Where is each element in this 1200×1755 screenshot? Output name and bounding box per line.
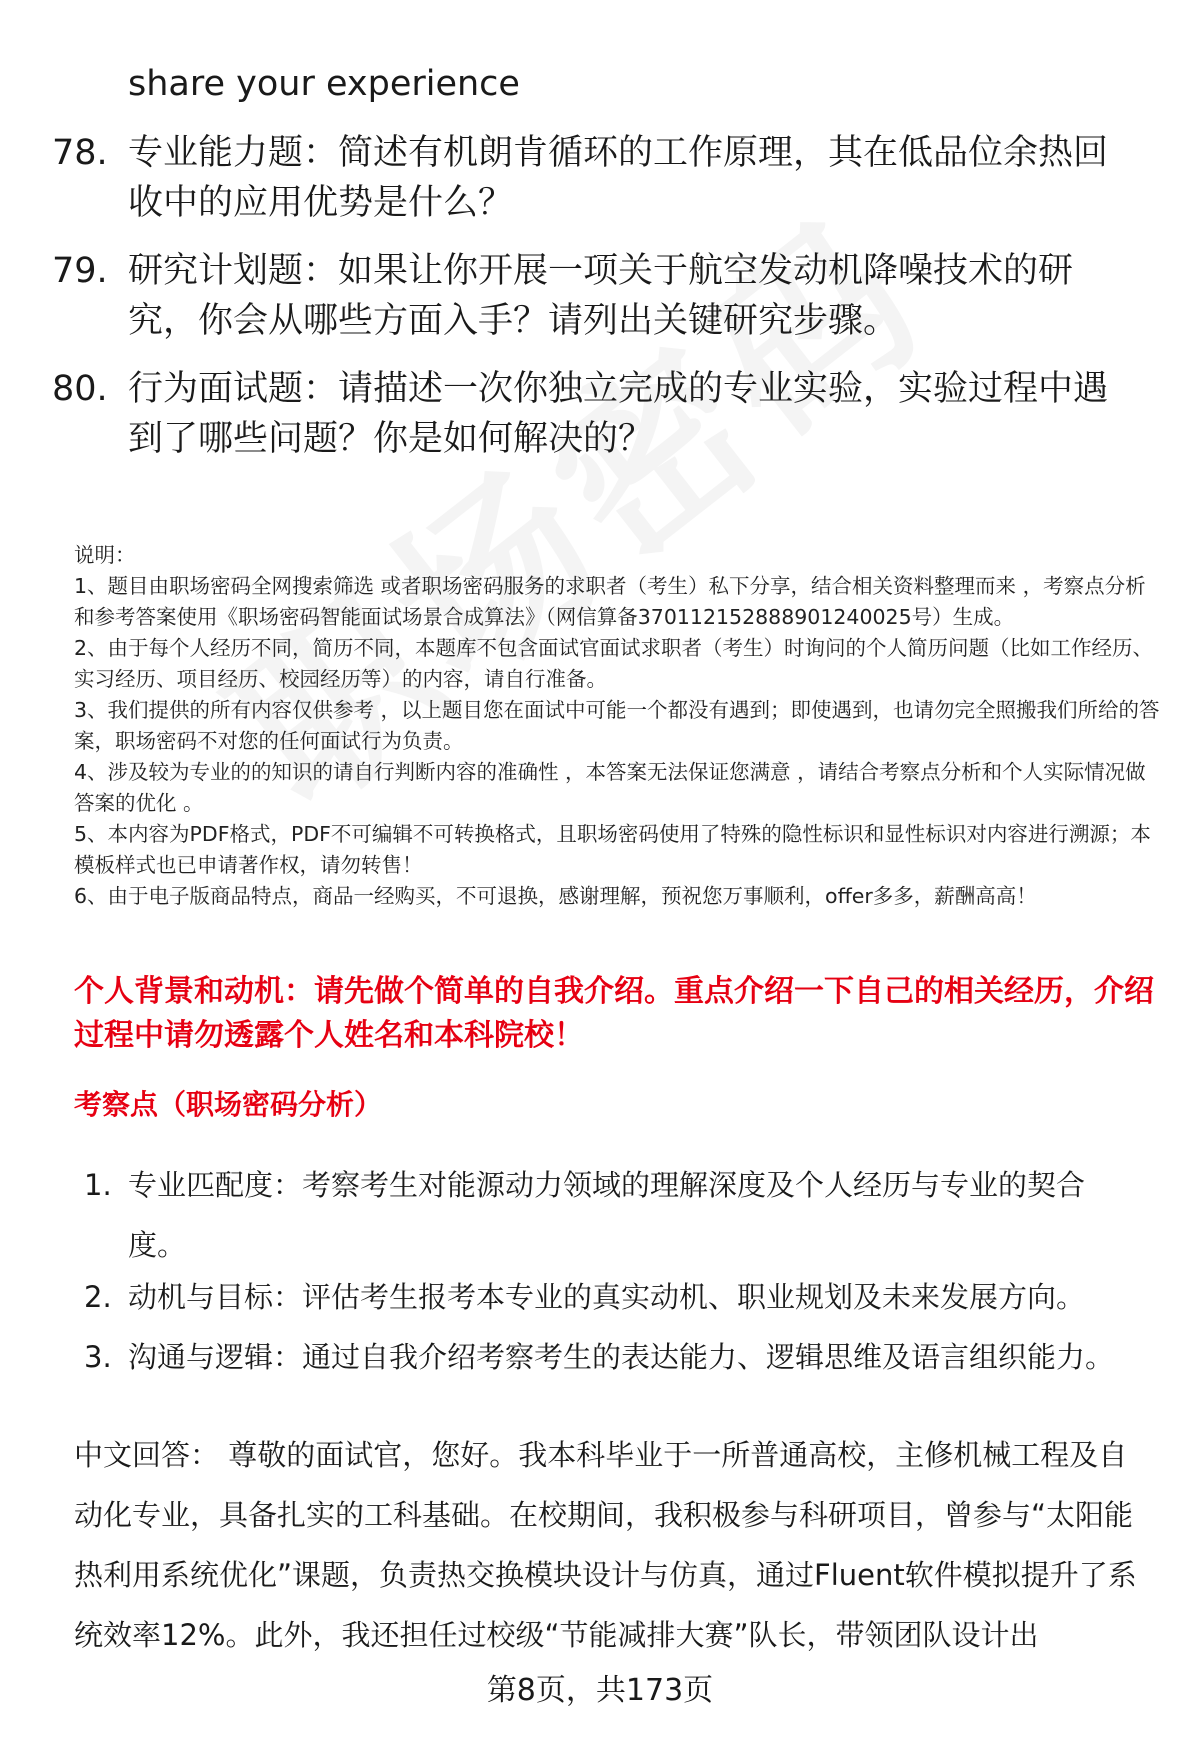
point-number: 1. <box>84 1168 112 1202</box>
question-continuation: share your experience <box>128 64 520 104</box>
note-item: 2、由于每个人经历不同，简历不同，本题库不包含面试官面试求职者（考生）时询问的个人简历问题（比如工作经历、实习经历、项目经历、校园经历等）的内容，请自行准备。 <box>74 636 1154 691</box>
interview-question: 个人背景和动机：请先做个简单的自我介绍。重点介绍一下自己的相关经历，介绍过程中请勿透露个人姓名和本科院校！ <box>74 974 1154 1053</box>
question-number: 79. <box>52 251 108 291</box>
question-text: 研究计划题：如果让你开展一项关于航空发动机降噪技术的研究，你会从哪些方面入手？请列出关键研究步骤。 <box>128 251 1074 341</box>
note-item: 4、涉及较为专业的的知识的请自行判断内容的准确性 ，本答案无法保证您满意 ，请结合考察点分析和个人实际情况做答案的优化 。 <box>74 760 1146 815</box>
notes-title: 说明： <box>74 543 136 567</box>
notes-section <box>74 540 1164 912</box>
note-item: 5、本内容为PDF格式，PDF不可编辑不可转换格式，且职场密码使用了特殊的隐性标识和显性标识对内容进行溯源；本模板样式也已申请著作权，请勿转售！ <box>74 822 1151 877</box>
point-text: 专业匹配度：考察考生对能源动力领域的理解深度及个人经历与专业的契合度。 <box>128 1168 1086 1262</box>
note-item: 6、由于电子版商品特点，商品一经购买，不可退换，感谢理解，预祝您万事顺利，offer多多，薪酬高高！ <box>74 884 1037 908</box>
point-number: 2. <box>84 1280 112 1314</box>
answer-text: 中文回答： 尊敬的面试官，您好。我本科毕业于一所普通高校，主修机械工程及自动化专业，具备扎实的工科基础。在校期间，我积极参与科研项目，曾参与“太阳能热利用系统优化”课题，负责热交换模块设计与仿真，通过Fluent软件模拟提升了系统效率12%。此外，我还担任过校级“节能减排大赛”队长，带领团队设计出 <box>74 1438 1137 1652</box>
question-number: 80. <box>52 369 108 409</box>
point-text: 沟通与逻辑：通过自我介绍考察考生的表达能力、逻辑思维及语言组织能力。 <box>128 1340 1115 1374</box>
question-number: 78. <box>52 133 108 173</box>
note-item: 1、题目由职场密码全网搜索筛选 或者职场密码服务的求职者（考生）私下分享，结合相关资料整理而来 ，考察点分析和参考答案使用《职场密码智能面试场景合成算法》（网信算备370112152888901240025号）生成。 <box>74 574 1146 629</box>
point-number: 3. <box>84 1340 112 1374</box>
question-text: 行为面试题：请描述一次你独立完成的专业实验，实验过程中遇到了哪些问题？你是如何解决的？ <box>128 369 1109 459</box>
page-footer: 第8页，共173页 <box>486 1673 714 1708</box>
question-text: 专业能力题：简述有机朗肯循环的工作原理，其在低品位余热回收中的应用优势是什么？ <box>128 133 1109 223</box>
point-text: 动机与目标：评估考生报考本专业的真实动机、职业规划及未来发展方向。 <box>128 1280 1086 1314</box>
note-item: 3、我们提供的所有内容仅供参考 ，以上题目您在面试中可能一个都没有遇到；即使遇到，也请勿完全照搬我们所给的答案，职场密码不对您的任何面试行为负责。 <box>74 698 1160 753</box>
analysis-heading: 考察点（职场密码分析） <box>74 1088 383 1121</box>
